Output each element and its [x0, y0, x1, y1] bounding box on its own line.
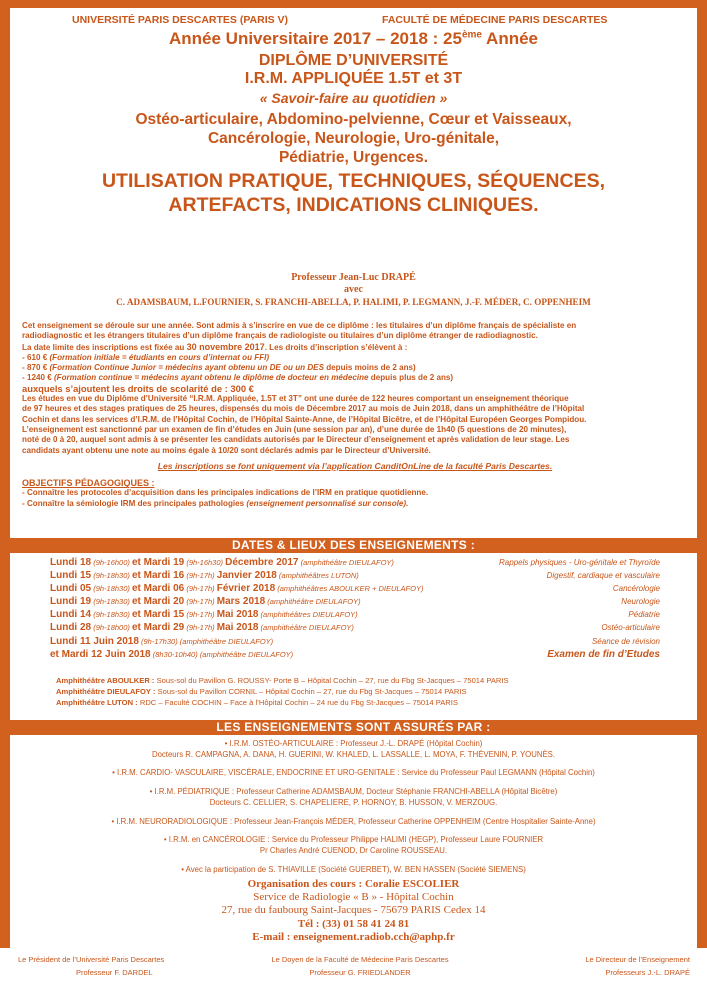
schedule-row: Lundi 18 (9h-16h00) et Mardi 19 (9h-16h30) Décembre 2017 (amphithéâtre DIEULAFOY) Rappels physiques - Uro-génitale et Thyroïde [50, 557, 660, 568]
schedule-topic: Ostéo-articulaire [601, 623, 660, 633]
objective-1: - Connaître les protocoles d’acquisition dans les principales indications de l’IRM en pratique quotidienne. [22, 488, 429, 498]
teacher-group-msk: • I.R.M. OSTÉO-ARTICULAIRE : Professeur J.-L. DRAPÉ (Hôpital Cochin) Docteurs R. CAMPAGNA, A. DANA, H. GUERINI, W. KHALED, L. LASSALLE, L. MOYA, F. THÉVENIN, P. YOUNÈS. [151, 739, 556, 759]
lead-professor: Professeur Jean-Luc DRAPÉ [291, 272, 416, 283]
teacher-group-pediatric: • I.R.M. PÉDIATRIQUE : Professeur Catherine ADAMSBAUM, Docteur Stéphanie FRANCHI-ABELLA (Hôpital Bicêtre) Docteurs C. CELLIER, S. CHAPELIERE, P. HORNOY, B. HUSSON, V. MERZOUG. [149, 787, 558, 807]
main-heading-1: UTILISATION PRATIQUE, TECHNIQUES, SÉQUENCES, [101, 170, 606, 192]
schedule-row: Lundi 11 Juin 2018 (9h-17h30) (amphithéâtre DIEULAFOY) Séance de révision [50, 635, 660, 647]
contact-email: E-mail : enseignement.radiob.cch@aphp.fr [252, 930, 455, 943]
schedule-list [50, 556, 660, 661]
poster-sheet [10, 8, 697, 948]
amph-aboulker: Amphithéâtre ABOULKER : Sous-sol du Pavillon G. ROUSSY- Porte B – Hôpital Cochin – 27, rue du Fbg St-Jacques – 75014 PARIS [56, 676, 509, 685]
signature-president: Le Président de l’Université Paris Descartes Professeur F. DARDEL [18, 955, 165, 977]
schedule-row: Lundi 19 (9h-18h30) et Mardi 20 (9h-17h) Mars 2018 (amphithéâtre DIEULAFOY) Neurologie [50, 596, 660, 608]
signature-director: Le Directeur de l’Enseignement Professeurs J.-L. DRAPÉ [585, 955, 690, 977]
objectives-title: OBJECTIFS PÉDAGOGIQUES : [22, 478, 155, 489]
schedule-row: Lundi 14 (9h-18h30) et Mardi 15 (9h-17h) Mai 2018 (amphithéâtres DIEULAFOY) Pédiatrie [50, 609, 660, 621]
diploma-subtitle: I.R.M. APPLIQUÉE 1.5T et 3T [244, 70, 463, 87]
organisation-block: Organisation des cours : Coralie ESCOLIER Service de Radiologie « B » - Hôpital Cochin 27, rue du faubourg Saint-Jacques - 75679 PARIS Cedex 14 Tél : (33) 01 58 41 24 81 E-mail : enseignement.radiob.cch@aphp.fr [10, 878, 697, 944]
schedule-row: et Mardi 12 Juin 2018 (8h30-10h40) (amphithéâtre DIEULAFOY) Examen de fin d’Etudes [50, 648, 660, 660]
fields-line-3: Pédiatrie, Urgences. [278, 149, 429, 166]
tagline: « Savoir-faire au quotidien » [259, 90, 448, 106]
university-name: UNIVERSITÉ PARIS DESCARTES (PARIS V) [72, 14, 289, 26]
schedule-topic: Pédiatrie [628, 610, 660, 620]
amph-luton: Amphithéâtre LUTON : RDC – Faculté COCHIN – Face à l’Hôpital Cochin – 24 rue du Fbg St-Jacques – 75014 PARIS [56, 697, 458, 707]
amph-dieulafoy: Amphithéâtre DIEULAFOY : Sous-sol du Pavillon CORNIL – Hôpital Cochin – 27, rue du Fbg St-Jacques – 75014 PARIS [56, 686, 467, 696]
schedule-topic: Rappels physiques - Uro-génitale et Thyroïde [499, 558, 660, 567]
teacher-group-neuro: • I.R.M. NEURORADIOLOGIQUE : Professeur Jean-François MÉDER, Professeur Catherine OPPENHEIM (Centre Hospitalier Sainte-Anne) [111, 816, 596, 826]
schedule-row: Lundi 28 (9h-18h00) et Mardi 29 (9h-17h) Mai 2018 (amphithéâtre DIEULAFOY) Ostéo-articulaire [50, 622, 660, 634]
fields-line-1: Ostéo-articulaire, Abdomino-pelvienne, Cœur et Vaisseaux, [135, 111, 572, 128]
faculty-name: FACULTÉ DE MÉDECINE PARIS DESCARTES [382, 14, 608, 26]
fields-line-2: Cancérologie, Neurologie, Uro-génitale, [207, 130, 500, 147]
with-label: avec [344, 284, 363, 295]
signature-strip [0, 948, 707, 1000]
teacher-group-oncology: • I.R.M. en CANCÉROLOGIE : Service du Professeur Philippe HALIMI (HEGP), Professeur Laure FOURNIER Pr Charles André CUENOD, Dr Caroline ROUSSEAU. [163, 835, 544, 855]
intro-text: Cet enseignement se déroule sur une année. Sont admis à s’inscrire en vue de ce diplôme : les titulaires d’un diplôme français de spécialiste en radiodiagnostic et les étrangers titulaires d’un diplôme français de radiologiste ou titulaires d’un diplôme étranger de radiodiagnostic. La date limite des inscriptions est fixée au 30 novembre 2017. Les droits d’inscription s’élèvent à : - 610 € (Formation initiale = étudiants en cours d’internat ou FFI) - 870 € (Formation Continue Junior = médecins ayant obtenu un DE ou un DES depuis moins de 2 ans) - 1240 € (Formation continue = médecins ayant obtenu le diplôme de docteur en médecine depuis plus de 2 ans) auxquels s’ajoutent les droits de scolarité de : 300 € Les études en vue du Diplôme d’Université “I.R.M. Appliquée, 1.5T et 3T” ont une durée de 122 heures comportant un enseignement théorique de 97 heures et des stages pratiques de 25 heures, dispensés du mois de Décembre 2017 au mois de Juin 2018, dans un amphithéâtre de l’Hôpital Cochin et dans les services d’I.R.M. de l’Hôpital Cochin, de l’Hôpital Sainte-Anne, de l’Hôpital Bicêtre, et de l’Hôpital Européen Georges Pompidou. L’enseignement est sanctionné par un examen de fin d’études en Juin (une session par an), d’une durée de 1h40 (5 questions de 20 minutes), noté de 0 à 20, auquel sont admis à se présenter les candidats autorisés par le Directeur d’enseignement et après validation de leur stage. Les candidats ayant obtenu une note au moins égale à 10/20 sont déclarés admis par le Directeur d’Université. Les inscriptions se font uniquement via l’application CanditOnLine de la faculté Paris Descartes. OBJECTIFS PÉDAGOGIQUES : - Connaître les protocoles d’acquisition dans les principales indications de l’IRM en pratique quotidienne. - Connaître la sémiologie IRM des principales pathologies (enseignement personnalisé sur console). [22, 321, 688, 509]
schedule-row: Lundi 05 (9h-18h30) et Mardi 06 (9h-17h) Février 2018 (amphithéâtres ABOULKER + DIEULAFOY) Cancérologie [50, 583, 660, 595]
diploma-title: DIPLÔME D’UNIVERSITÉ [258, 52, 449, 69]
signature-dean: Le Doyen de la Faculté de Médecine Paris Descartes Professeur G. FRIEDLANDER [271, 955, 449, 977]
schedule-topic: Neurologie [621, 597, 660, 607]
objective-2: - Connaître la sémiologie IRM des principales pathologies (enseignement personnalisé sur console). [22, 498, 409, 508]
teachers-list [10, 739, 697, 875]
teachers-section-bar: LES ENSEIGNEMENTS SONT ASSURÉS PAR : [10, 720, 697, 735]
schedule-topic: Cancérologie [612, 584, 660, 594]
academic-year: Année Universitaire 2017 – 2018 : 25ème Année [168, 29, 538, 48]
amphitheatre-list [56, 676, 676, 708]
dates-section-bar: DATES & LIEUX DES ENSEIGNEMENTS : [10, 538, 697, 553]
schedule-topic: Séance de révision [591, 636, 660, 646]
teacher-group-cardio: • I.R.M. CARDIO- VASCULAIRE, VISCÉRALE, ENDOCRINE ET URO-GENITALE : Service du Professeur Paul LEGMANN (Hôpital Cochin) [112, 768, 595, 778]
schedule-topic: Examen de fin d’Etudes [547, 648, 660, 660]
application-notice: Les inscriptions se font uniquement via l’application CanditOnLine de la faculté Paris Descartes. [157, 460, 553, 471]
teaching-team: C. ADAMSBAUM, L.FOURNIER, S. FRANCHI-ABELLA, P. HALIMI, P. LEGMANN, J.-F. MÉDER, C. OPPENHEIM [116, 297, 591, 307]
schedule-topic: Digestif, cardiaque et vasculaire [546, 571, 660, 581]
schedule-row: Lundi 15 (9h-18h30) et Mardi 16 (9h-17h) Janvier 2018 (amphithéâtres LUTON) Digestif, cardiaque et vasculaire [50, 570, 660, 582]
main-heading-2: ARTEFACTS, INDICATIONS CLINIQUES. [168, 194, 539, 216]
teacher-group-participation: • Avec la participation de S. THIAVILLE (Société GUERBET), W. BEN HASSEN (Société SIEMENS) [181, 864, 526, 874]
